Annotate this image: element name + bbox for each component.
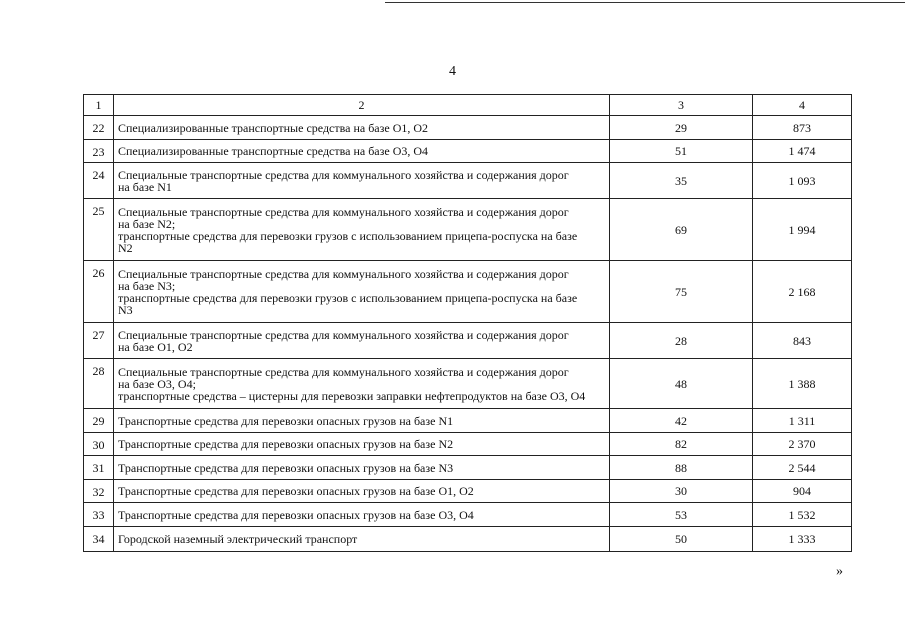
table-row	[84, 163, 852, 199]
row-number: 32	[84, 480, 114, 503]
row-col-3-value: 42	[610, 409, 753, 433]
description-line: транспортные средства – цистерны для перевозки заправки нефтепродуктов на базе O3, O4	[118, 388, 586, 403]
header-col-3: 3	[610, 95, 753, 116]
table-row	[84, 480, 852, 503]
row-description	[114, 116, 610, 140]
description-line: на базе O1, O2	[118, 339, 193, 354]
row-number: 34	[84, 527, 114, 552]
row-col-3-value: 69	[610, 199, 753, 261]
row-col-3-value: 82	[610, 433, 753, 456]
row-col-3-value: 75	[610, 261, 753, 323]
row-number: 26	[84, 261, 114, 323]
table-row	[84, 261, 852, 323]
row-col-3-value: 50	[610, 527, 753, 552]
row-col-4-value: 1 532	[753, 503, 852, 527]
description-line: Специализированные транспортные средства на базе O1, O2	[118, 120, 429, 135]
table-row	[84, 199, 852, 261]
row-col-4-value: 2 544	[753, 456, 852, 480]
table-row	[84, 359, 852, 409]
header-col-1: 1	[84, 95, 114, 116]
description-line: на базе N2;	[118, 216, 176, 231]
description-line: Специальные транспортные средства для коммунального хозяйства и содержания дорог	[118, 167, 569, 182]
row-col-4-value: 2 168	[753, 261, 852, 323]
row-col-3-value: 35	[610, 163, 753, 199]
table-row	[84, 323, 852, 359]
row-number: 29	[84, 409, 114, 433]
row-col-3-value: 30	[610, 480, 753, 503]
row-col-4-value: 2 370	[753, 433, 852, 456]
description-line: Транспортные средства для перевозки опасных грузов на базе O1, O2	[118, 484, 474, 498]
description-line: Специальные транспортные средства для коммунального хозяйства и содержания дорог	[118, 327, 569, 342]
row-number: 27	[84, 323, 114, 359]
page-number: 4	[449, 64, 456, 79]
table-header-row	[84, 95, 852, 116]
row-description	[114, 140, 610, 163]
description-line: Специальные транспортные средства для коммунального хозяйства и содержания дорог	[118, 204, 569, 219]
table-row	[84, 140, 852, 163]
description-line: N3	[118, 302, 133, 317]
description-line: транспортные средства для перевозки грузов с использованием прицепа-роспуска на базе	[118, 228, 578, 243]
row-description	[114, 456, 610, 480]
row-col-4-value: 1 093	[753, 163, 852, 199]
description-line: на базе O3, O4;	[118, 376, 196, 391]
row-col-4-value: 843	[753, 323, 852, 359]
row-number: 22	[84, 116, 114, 140]
row-description	[114, 503, 610, 527]
row-col-4-value: 1 474	[753, 140, 852, 163]
row-description	[114, 359, 610, 409]
row-col-3-value: 51	[610, 140, 753, 163]
row-col-3-value: 53	[610, 503, 753, 527]
row-description	[114, 480, 610, 503]
row-description	[114, 433, 610, 456]
continuation-mark: »	[836, 564, 843, 579]
table-row	[84, 527, 852, 552]
description-line: транспортные средства для перевозки грузов с использованием прицепа-роспуска на базе	[118, 290, 578, 305]
description-line: Специальные транспортные средства для коммунального хозяйства и содержания дорог	[118, 266, 569, 281]
row-col-3-value: 29	[610, 116, 753, 140]
row-description	[114, 323, 610, 359]
row-description	[114, 199, 610, 261]
row-col-4-value: 904	[753, 480, 852, 503]
header-col-2: 2	[114, 95, 610, 116]
table-row	[84, 116, 852, 140]
table-row	[84, 433, 852, 456]
row-col-3-value: 48	[610, 359, 753, 409]
description-line: Специализированные транспортные средства на базе O3, O4	[118, 144, 429, 158]
row-number: 30	[84, 433, 114, 456]
row-col-4-value: 1 333	[753, 527, 852, 552]
row-description	[114, 409, 610, 433]
description-line: на базе N1	[118, 179, 172, 194]
row-number: 25	[84, 199, 114, 261]
description-line: Специальные транспортные средства для коммунального хозяйства и содержания дорог	[118, 364, 569, 379]
row-number: 33	[84, 503, 114, 527]
description-line: на базе N3;	[118, 278, 176, 293]
row-col-4-value: 1 311	[753, 409, 852, 433]
row-number: 24	[84, 163, 114, 199]
row-col-3-value: 88	[610, 456, 753, 480]
top-rule	[385, 2, 905, 3]
description-line: Транспортные средства для перевозки опасных грузов на базе N3	[118, 460, 454, 475]
row-col-4-value: 873	[753, 116, 852, 140]
description-line: Транспортные средства для перевозки опасных грузов на базе N1	[118, 413, 454, 428]
description-line: Городской наземный электрический транспорт	[118, 532, 358, 546]
row-number: 28	[84, 359, 114, 409]
row-col-4-value: 1 388	[753, 359, 852, 409]
row-col-3-value: 28	[610, 323, 753, 359]
row-description	[114, 527, 610, 552]
header-col-4: 4	[753, 95, 852, 116]
row-number: 23	[84, 140, 114, 163]
row-number: 31	[84, 456, 114, 480]
table-row	[84, 503, 852, 527]
table-row	[84, 409, 852, 433]
table-row	[84, 456, 852, 480]
row-description	[114, 261, 610, 323]
row-col-4-value: 1 994	[753, 199, 852, 261]
description-line: Транспортные средства для перевозки опасных грузов на базе N2	[118, 437, 454, 451]
row-description	[114, 163, 610, 199]
description-line: N2	[118, 240, 133, 255]
tariff-table	[83, 94, 852, 552]
description-line: Транспортные средства для перевозки опасных грузов на базе O3, O4	[118, 507, 474, 522]
